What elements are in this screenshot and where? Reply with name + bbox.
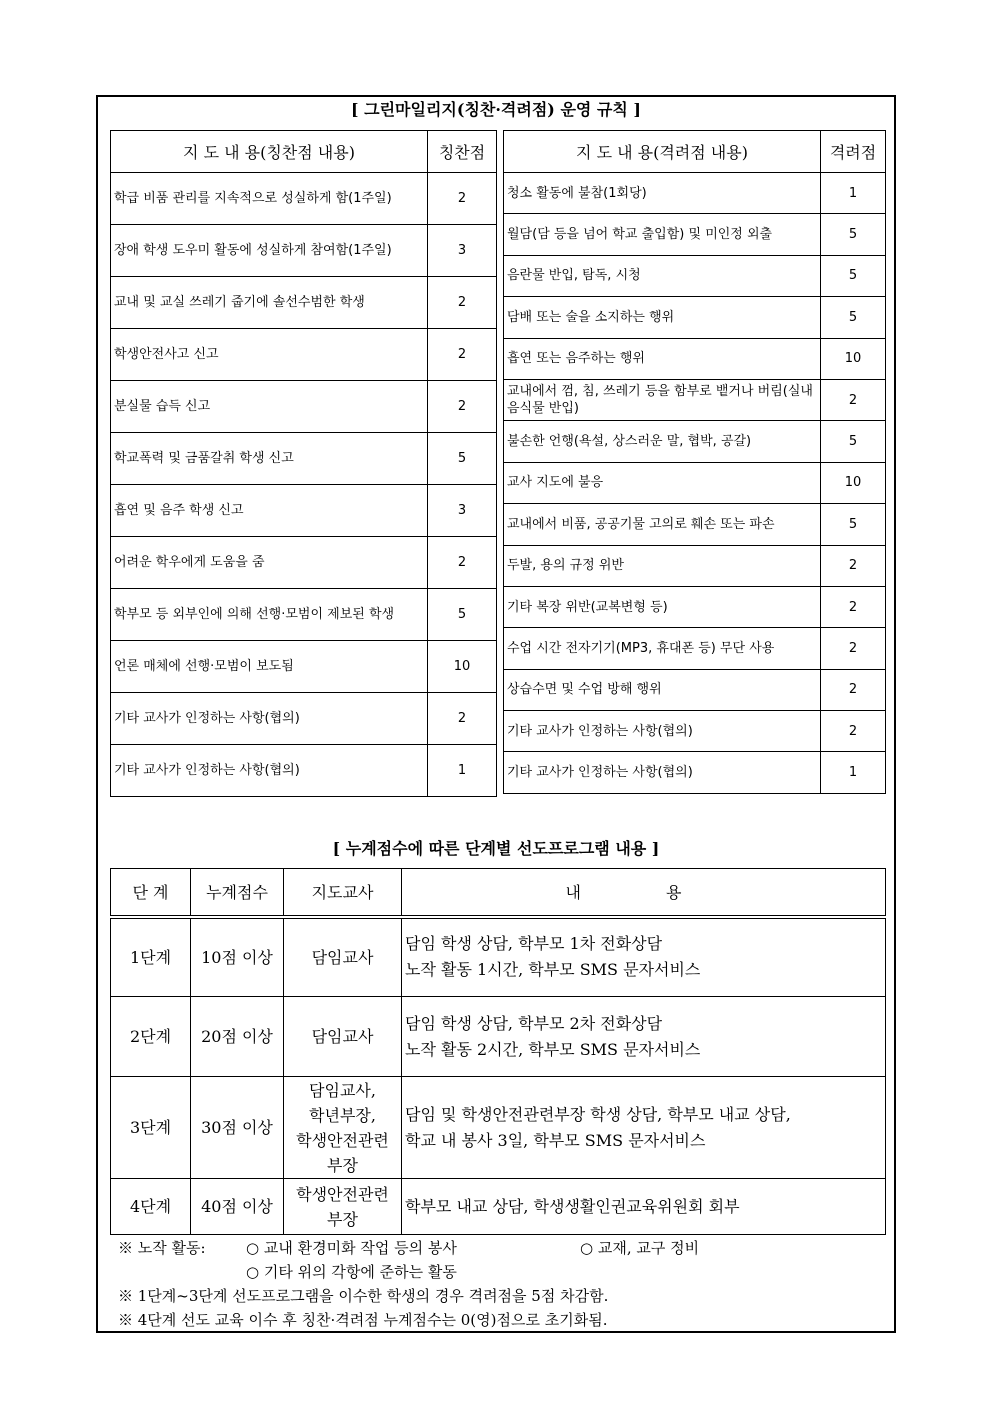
demerit-points: 2 xyxy=(821,669,886,710)
demerit-row xyxy=(504,752,886,793)
program-header-teacher: 지도교사 xyxy=(284,869,402,917)
notes-section xyxy=(110,1236,884,1332)
program-content-line: 담임 학생 상담, 학부모 1차 전화상담 xyxy=(405,934,663,954)
program-teacher-line: 담임교사, xyxy=(309,1080,376,1100)
demerit-content: 교내에서 껌, 침, 쓰레기 등을 함부로 뱉거나 버림(실내 음식물 반입) xyxy=(504,379,821,420)
demerit-content: 교내에서 비품, 공공기물 고의로 훼손 또는 파손 xyxy=(504,504,821,545)
praise-points: 3 xyxy=(428,485,497,537)
praise-content: 학부모 등 외부인에 의해 선행·모범이 제보된 학생 xyxy=(111,589,428,641)
program-stage: 4단계 xyxy=(111,1179,191,1235)
demerit-row xyxy=(504,586,886,627)
demerit-row xyxy=(504,173,886,214)
praise-points: 2 xyxy=(428,537,497,589)
praise-points: 2 xyxy=(428,173,497,225)
praise-points: 2 xyxy=(428,693,497,745)
demerit-row xyxy=(504,338,886,379)
praise-header-content: 지 도 내 용(칭찬점 내용) xyxy=(111,131,428,173)
program-score: 30점 이상 xyxy=(191,1077,284,1179)
program-stage: 2단계 xyxy=(111,997,191,1077)
demerit-header-points: 격려점 xyxy=(821,131,886,173)
praise-row xyxy=(111,433,497,485)
note-stage-deduction: ※ 1단계~3단계 선도프로그램을 이수한 학생의 경우 격려점을 5점 차감함. xyxy=(118,1287,609,1305)
program-teacher: 담임교사 xyxy=(284,997,402,1077)
program-content-line: 담임 학생 상담, 학부모 2차 전화상담 xyxy=(405,1013,663,1033)
praise-content: 교내 및 교실 쓰레기 줍기에 솔선수범한 학생 xyxy=(111,277,428,329)
praise-points: 5 xyxy=(428,589,497,641)
demerit-points: 5 xyxy=(821,421,886,462)
program-teacher-line: 부장 xyxy=(327,1155,358,1175)
program-title: [ 누계점수에 따른 단계별 선도프로그램 내용 ] xyxy=(332,839,660,858)
program-teacher: 담임교사 xyxy=(284,917,402,997)
praise-row xyxy=(111,641,497,693)
demerit-content: 상습수면 및 수업 방해 행위 xyxy=(504,669,821,710)
demerit-row xyxy=(504,545,886,586)
demerit-row xyxy=(504,711,886,752)
demerit-points: 2 xyxy=(821,379,886,420)
demerit-content: 기타 교사가 인정하는 사항(협의) xyxy=(504,752,821,793)
praise-content: 언론 매체에 선행·모범이 보도됨 xyxy=(111,641,428,693)
program-teacher-line: 학생안전관련 xyxy=(296,1184,389,1204)
guidance-program-table xyxy=(110,868,886,1235)
praise-row xyxy=(111,381,497,433)
praise-row xyxy=(111,485,497,537)
demerit-content: 수업 시간 전자기기(MP3, 휴대폰 등) 무단 사용 xyxy=(504,628,821,669)
rules-title: [ 그린마일리지(칭찬·격려점) 운영 규칙 ] xyxy=(351,100,641,119)
program-stage: 1단계 xyxy=(111,917,191,997)
praise-header-points: 칭찬점 xyxy=(428,131,497,173)
praise-content: 흡연 및 음주 학생 신고 xyxy=(111,485,428,537)
labor-item-2: ○ 교재, 교구 정비 xyxy=(580,1239,700,1257)
demerit-points: 5 xyxy=(821,504,886,545)
praise-points: 10 xyxy=(428,641,497,693)
praise-points: 2 xyxy=(428,277,497,329)
demerit-row xyxy=(504,255,886,296)
demerit-content: 담배 또는 술을 소지하는 행위 xyxy=(504,297,821,338)
program-header-score: 누계점수 xyxy=(191,869,284,917)
demerit-row xyxy=(504,462,886,503)
praise-content: 학급 비품 관리를 지속적으로 성실하게 함(1주일) xyxy=(111,173,428,225)
praise-content: 기타 교사가 인정하는 사항(협의) xyxy=(111,745,428,797)
praise-points-table xyxy=(110,130,497,797)
program-content-line: 담임 및 학생안전관련부장 학생 상담, 학부모 내교 상담, xyxy=(405,1104,791,1124)
praise-row xyxy=(111,277,497,329)
praise-points: 3 xyxy=(428,225,497,277)
praise-content: 어려운 학우에게 도움을 줌 xyxy=(111,537,428,589)
demerit-points-table xyxy=(503,130,886,794)
demerit-content: 기타 복장 위반(교복변형 등) xyxy=(504,586,821,627)
praise-content: 장애 학생 도우미 활동에 성실하게 참여함(1주일) xyxy=(111,225,428,277)
praise-row xyxy=(111,693,497,745)
program-content-line: 학부모 내교 상담, 학생생활인권교육위원회 회부 xyxy=(405,1196,740,1216)
praise-row xyxy=(111,329,497,381)
program-content-line: 학교 내 봉사 3일, 학부모 SMS 문자서비스 xyxy=(405,1130,706,1150)
program-teacher xyxy=(284,1179,402,1235)
praise-content: 학교폭력 및 금품갈취 학생 신고 xyxy=(111,433,428,485)
demerit-points: 5 xyxy=(821,297,886,338)
demerit-row xyxy=(504,504,886,545)
program-header-content: 내 용 xyxy=(402,869,886,917)
demerit-points: 10 xyxy=(821,338,886,379)
demerit-row xyxy=(504,297,886,338)
program-score: 20점 이상 xyxy=(191,997,284,1077)
praise-row xyxy=(111,173,497,225)
program-teacher-line: 학생안전관련 xyxy=(296,1130,389,1150)
praise-content: 학생안전사고 신고 xyxy=(111,329,428,381)
demerit-header-content: 지 도 내 용(격려점 내용) xyxy=(504,131,821,173)
demerit-content: 불손한 언행(욕설, 상스러운 말, 협박, 공갈) xyxy=(504,421,821,462)
demerit-points: 10 xyxy=(821,462,886,503)
praise-content: 분실물 습득 신고 xyxy=(111,381,428,433)
demerit-row xyxy=(504,628,886,669)
demerit-content: 월담(담 등을 넘어 학교 출입함) 및 미인정 외출 xyxy=(504,214,821,255)
labor-item-3: ○ 기타 위의 각항에 준하는 활동 xyxy=(246,1263,457,1281)
program-content xyxy=(402,1179,886,1235)
demerit-points: 2 xyxy=(821,586,886,627)
program-row xyxy=(111,997,886,1077)
program-score: 40점 이상 xyxy=(191,1179,284,1235)
praise-row xyxy=(111,589,497,641)
program-score: 10점 이상 xyxy=(191,917,284,997)
program-content xyxy=(402,917,886,997)
praise-points: 2 xyxy=(428,329,497,381)
praise-row xyxy=(111,745,497,797)
praise-row xyxy=(111,225,497,277)
demerit-content: 교사 지도에 불응 xyxy=(504,462,821,503)
praise-row xyxy=(111,537,497,589)
demerit-points: 5 xyxy=(821,255,886,296)
program-row xyxy=(111,1077,886,1179)
praise-points: 5 xyxy=(428,433,497,485)
demerit-points: 2 xyxy=(821,545,886,586)
labor-item-1: ○ 교내 환경미화 작업 등의 봉사 xyxy=(246,1239,457,1257)
note-reset: ※ 4단계 선도 교육 이수 후 칭찬·격려점 누계점수는 0(영)점으로 초기화됨. xyxy=(118,1311,608,1329)
program-content-line: 노작 활동 1시간, 학부모 SMS 문자서비스 xyxy=(405,960,701,980)
program-content xyxy=(402,1077,886,1179)
demerit-row xyxy=(504,379,886,420)
program-content xyxy=(402,997,886,1077)
demerit-row xyxy=(504,421,886,462)
demerit-row xyxy=(504,214,886,255)
praise-points: 1 xyxy=(428,745,497,797)
program-teacher xyxy=(284,1077,402,1179)
demerit-row xyxy=(504,669,886,710)
praise-content: 기타 교사가 인정하는 사항(협의) xyxy=(111,693,428,745)
demerit-content: 기타 교사가 인정하는 사항(협의) xyxy=(504,711,821,752)
program-teacher-line: 부장 xyxy=(327,1209,358,1229)
demerit-points: 1 xyxy=(821,173,886,214)
program-teacher-line: 학년부장, xyxy=(309,1105,376,1125)
demerit-content: 흡연 또는 음주하는 행위 xyxy=(504,338,821,379)
labor-label: ※ 노작 활동: xyxy=(118,1239,206,1257)
program-stage: 3단계 xyxy=(111,1077,191,1179)
program-row xyxy=(111,1179,886,1235)
program-header-stage: 단 계 xyxy=(111,869,191,917)
praise-points: 2 xyxy=(428,381,497,433)
program-row xyxy=(111,917,886,997)
demerit-content: 두발, 용의 규정 위반 xyxy=(504,545,821,586)
demerit-content: 청소 활동에 불참(1회당) xyxy=(504,173,821,214)
demerit-points: 2 xyxy=(821,628,886,669)
demerit-content: 음란물 반입, 탐독, 시청 xyxy=(504,255,821,296)
demerit-points: 5 xyxy=(821,214,886,255)
program-content-line: 노작 활동 2시간, 학부모 SMS 문자서비스 xyxy=(405,1039,701,1059)
demerit-points: 2 xyxy=(821,711,886,752)
demerit-points: 1 xyxy=(821,752,886,793)
